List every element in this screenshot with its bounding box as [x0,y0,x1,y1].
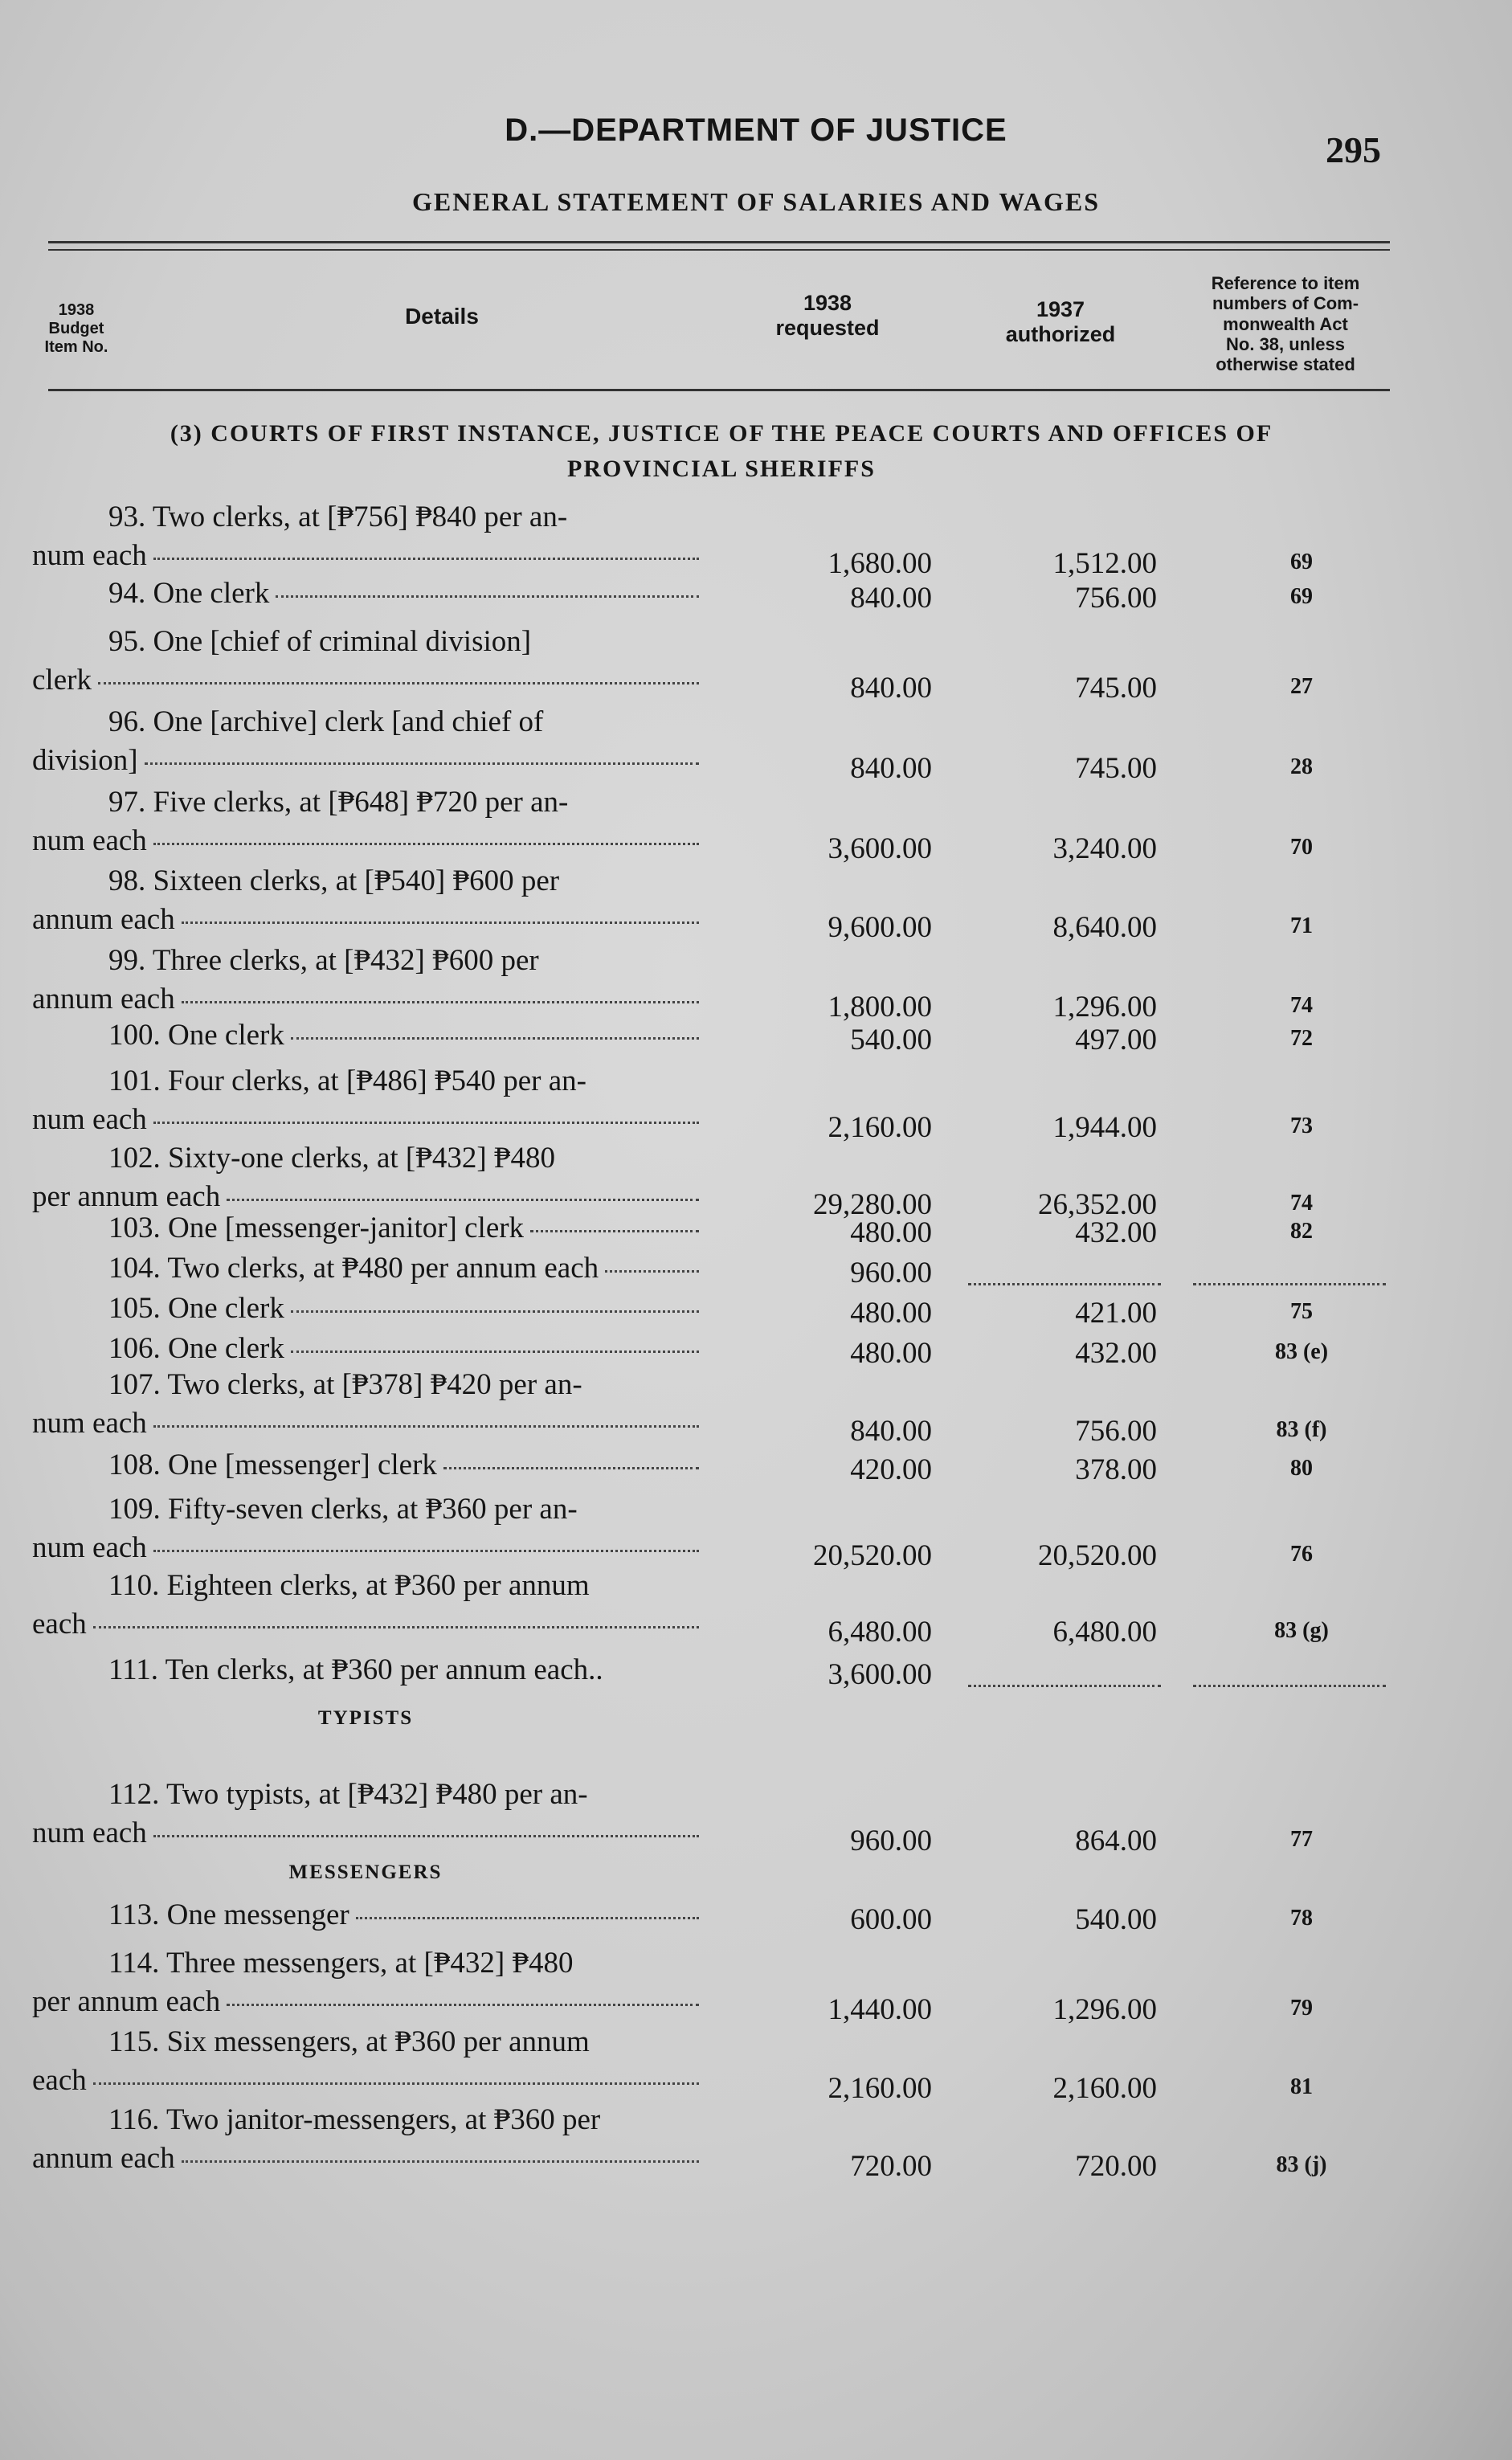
leader-dots [153,1122,699,1124]
row-details [32,1490,699,1567]
leader-dots [182,1001,699,1003]
blank-reference-dots [1193,1685,1386,1687]
row-details-line2: 105. One clerk [108,1292,284,1325]
row-details [32,1209,699,1248]
leader-dots [145,762,699,765]
authorized-1937: 6,480.00 [1052,1616,1157,1649]
authorized-1937: 1,944.00 [1052,1111,1157,1144]
table-row [0,623,1512,703]
reference-number: 72 [1290,1026,1313,1051]
blank-authorized-dots [968,1283,1161,1285]
department-title: D.—DEPARTMENT OF JUSTICE [505,112,1007,148]
reference-number: 76 [1290,1542,1313,1567]
reference-number: 27 [1290,674,1313,699]
requested-1938: 480.00 [850,1337,932,1370]
row-details-line2: num each [32,1816,147,1849]
leader-dots [276,595,699,598]
row-details [32,1016,699,1055]
blank-authorized-dots [968,1685,1161,1687]
table-row [0,1944,1512,2025]
row-details [32,862,699,939]
col-head-item-no: 1938 Budget Item No. [44,301,108,356]
row-details [32,1776,699,1853]
leader-dots [153,558,699,560]
reference-number: 69 [1290,584,1313,609]
statement-subtitle: GENERAL STATEMENT OF SALARIES AND WAGES [412,187,1100,216]
leader-dots [227,1199,699,1201]
requested-1938: 960.00 [850,1825,932,1857]
row-details [32,1446,699,1485]
row-details-line2: 108. One [messenger] clerk [108,1449,437,1481]
table-row [0,1567,1512,1647]
requested-1938: 480.00 [850,1297,932,1330]
requested-1938: 480.00 [850,1216,932,1249]
authorized-1937: 756.00 [1075,1415,1157,1448]
authorized-1937: 421.00 [1075,1297,1157,1330]
leader-dots [356,1917,699,1919]
row-details [32,942,699,1019]
row-details-line1: 96. One [archive] clerk [and chief of [108,705,544,738]
row-details-line1: 109. Fifty-seven clerks, at ₱360 per an- [108,1493,578,1526]
row-details-line2: division] [32,744,138,777]
row-details-line1: 99. Three clerks, at [₱432] ₱600 per [108,944,539,977]
row-details [32,623,699,700]
reference-number: 83 (g) [1274,1618,1329,1643]
authorized-1937: 745.00 [1075,752,1157,785]
header-rule-top [48,241,1390,243]
requested-1938: 1,680.00 [828,547,932,580]
row-details [32,1567,699,1644]
authorized-1937: 540.00 [1075,1903,1157,1936]
table-row [0,498,1512,578]
row-details [32,1651,699,1690]
table-row [0,1062,1512,1142]
row-details [32,2101,699,2178]
row-details [32,1366,699,1443]
page-number: 295 [1326,129,1381,170]
row-details-line2: 94. One clerk [108,577,270,610]
row-details-line2: annum each [32,2142,175,2175]
row-details-line2: annum each [32,903,175,936]
reference-number: 71 [1290,913,1313,938]
requested-1938: 9,600.00 [828,911,932,944]
authorized-1937: 720.00 [1075,2150,1157,2183]
reference-number: 79 [1290,1996,1313,2021]
row-details-line1: 93. Two clerks, at [₱756] ₱840 per an- [108,501,568,533]
reference-number: 82 [1290,1219,1313,1244]
reference-number: 74 [1290,1191,1313,1216]
reference-number: 75 [1290,1299,1313,1324]
leader-dots [530,1230,699,1232]
requested-1938: 3,600.00 [828,832,932,865]
row-details-line2: 100. One clerk [108,1019,284,1052]
requested-1938: 29,280.00 [813,1188,932,1221]
requested-1938: 840.00 [850,752,932,785]
authorized-1937: 1,512.00 [1052,547,1157,580]
requested-1938: 840.00 [850,582,932,615]
leader-dots [93,2082,699,2085]
row-details [32,1289,699,1328]
authorized-1937: 432.00 [1075,1337,1157,1370]
reference-number: 73 [1290,1114,1313,1138]
row-details-line2: num each [32,1407,147,1440]
reference-number: 69 [1290,550,1313,574]
table-row [0,703,1512,783]
reference-number: 70 [1290,835,1313,860]
authorized-1937: 756.00 [1075,582,1157,615]
subhead-typists: TYPISTS [317,1707,414,1729]
row-details-line1: 98. Sixteen clerks, at [₱540] ₱600 per [108,864,560,897]
col-head-authorized: 1937 authorized [1005,297,1116,347]
reference-number: 83 (e) [1274,1339,1329,1364]
authorized-1937: 1,296.00 [1052,1993,1157,2026]
row-details-line1: 95. One [chief of criminal division] [108,625,532,658]
header-rule-bottom [48,389,1390,391]
table-row [0,1366,1512,1446]
row-details-line1: 97. Five clerks, at [₱648] ₱720 per an- [108,786,569,819]
row-details-line2: clerk [32,664,92,697]
row-details [32,1249,699,1288]
leader-dots [153,843,699,845]
reference-number: 80 [1290,1456,1313,1481]
reference-number: 83 (f) [1276,1417,1327,1442]
table-row [0,2023,1512,2103]
table-row [0,862,1512,942]
table-row [0,1490,1512,1571]
requested-1938: 960.00 [850,1257,932,1289]
leader-dots [227,2004,699,2006]
row-details-line2: num each [32,824,147,857]
row-details [32,1896,699,1935]
row-details-line1: 107. Two clerks, at [₱378] ₱420 per an- [108,1368,582,1401]
reference-number: 28 [1290,754,1313,779]
leader-dots [291,1037,699,1040]
requested-1938: 720.00 [850,2150,932,2183]
row-details [32,1944,699,2021]
row-details-line1: 110. Eighteen clerks, at ₱360 per annum [108,1569,590,1602]
row-details [32,498,699,575]
row-details-line2: 113. One messenger [108,1898,349,1931]
requested-1938: 20,520.00 [813,1539,932,1572]
leader-dots [605,1270,699,1273]
col-head-reference: Reference to item numbers of Com- monwealth Act No. 38, unless otherwise stated [1211,273,1360,375]
requested-1938: 540.00 [850,1024,932,1056]
authorized-1937: 20,520.00 [1038,1539,1157,1572]
reference-number: 83 (j) [1276,2152,1327,2177]
blank-reference-dots [1193,1283,1386,1285]
table-row [0,2101,1512,2181]
row-details-line2: num each [32,539,147,572]
header-rule-top-2 [48,249,1390,251]
authorized-1937: 26,352.00 [1038,1188,1157,1221]
leader-dots [291,1351,699,1353]
row-details-line2: each [32,2064,87,2097]
leader-dots [93,1626,699,1628]
row-details-line2: num each [32,1531,147,1564]
requested-1938: 840.00 [850,1415,932,1448]
section-heading: (3) COURTS OF FIRST INSTANCE, JUSTICE OF THE PEACE COURTS AND OFFICES OF PROVINCIAL SHERIFFS [170,420,1273,482]
authorized-1937: 3,240.00 [1052,832,1157,865]
row-details [32,1062,699,1139]
row-details-line1: 115. Six messengers, at ₱360 per annum [108,2025,590,2058]
leader-dots [153,1550,699,1552]
requested-1938: 6,480.00 [828,1616,932,1649]
table-row [0,783,1512,864]
row-details [32,1330,699,1368]
reference-number: 78 [1290,1906,1313,1931]
row-details-line1: 112. Two typists, at [₱432] ₱480 per an- [108,1778,588,1811]
row-details-line2: 106. One clerk [108,1332,284,1365]
authorized-1937: 378.00 [1075,1453,1157,1486]
table-row [0,942,1512,1022]
requested-1938: 2,160.00 [828,2072,932,2105]
row-details-line1: 102. Sixty-one clerks, at [₱432] ₱480 [108,1142,555,1175]
row-details-line2: per annum each [32,1180,221,1213]
leader-dots [443,1467,699,1469]
authorized-1937: 1,296.00 [1052,991,1157,1024]
reference-number: 81 [1290,2074,1313,2099]
row-details-line2: each [32,1608,87,1641]
table-row [0,1776,1512,1856]
row-details-line2: num each [32,1103,147,1136]
reference-number: 74 [1290,993,1313,1018]
row-details-line2: annum each [32,983,175,1015]
leader-dots [182,921,699,924]
reference-number: 77 [1290,1827,1313,1852]
authorized-1937: 8,640.00 [1052,911,1157,944]
row-details-line2: per annum each [32,1985,221,2018]
row-details [32,2023,699,2100]
table-row [0,1139,1512,1220]
requested-1938: 1,800.00 [828,991,932,1024]
row-details-line2: 104. Two clerks, at ₱480 per annum each [108,1252,599,1285]
authorized-1937: 864.00 [1075,1825,1157,1857]
leader-dots [182,2160,699,2163]
col-head-requested: 1938 requested [775,291,880,341]
row-details-line1: 101. Four clerks, at [₱486] ₱540 per an- [108,1065,586,1097]
authorized-1937: 2,160.00 [1052,2072,1157,2105]
requested-1938: 420.00 [850,1453,932,1486]
subhead-messengers: MESSENGERS [288,1861,443,1883]
row-details-line1: 114. Three messengers, at [₱432] ₱480 [108,1947,574,1980]
row-details [32,1139,699,1216]
requested-1938: 840.00 [850,672,932,705]
requested-1938: 1,440.00 [828,1993,932,2026]
authorized-1937: 497.00 [1075,1024,1157,1056]
requested-1938: 3,600.00 [828,1658,932,1691]
row-details [32,703,699,780]
row-details-line2: 111. Ten clerks, at ₱360 per annum each.. [108,1653,603,1686]
row-details [32,574,699,613]
row-details [32,783,699,860]
authorized-1937: 432.00 [1075,1216,1157,1249]
requested-1938: 2,160.00 [828,1111,932,1144]
row-details-line2: 103. One [messenger-janitor] clerk [108,1212,525,1244]
leader-dots [291,1310,699,1313]
requested-1938: 600.00 [850,1903,932,1936]
leader-dots [98,682,699,684]
authorized-1937: 745.00 [1075,672,1157,705]
leader-dots [153,1425,699,1428]
row-details-line1: 116. Two janitor-messengers, at ₱360 per [108,2103,601,2136]
col-head-details: Details [405,304,479,329]
leader-dots [153,1835,699,1837]
